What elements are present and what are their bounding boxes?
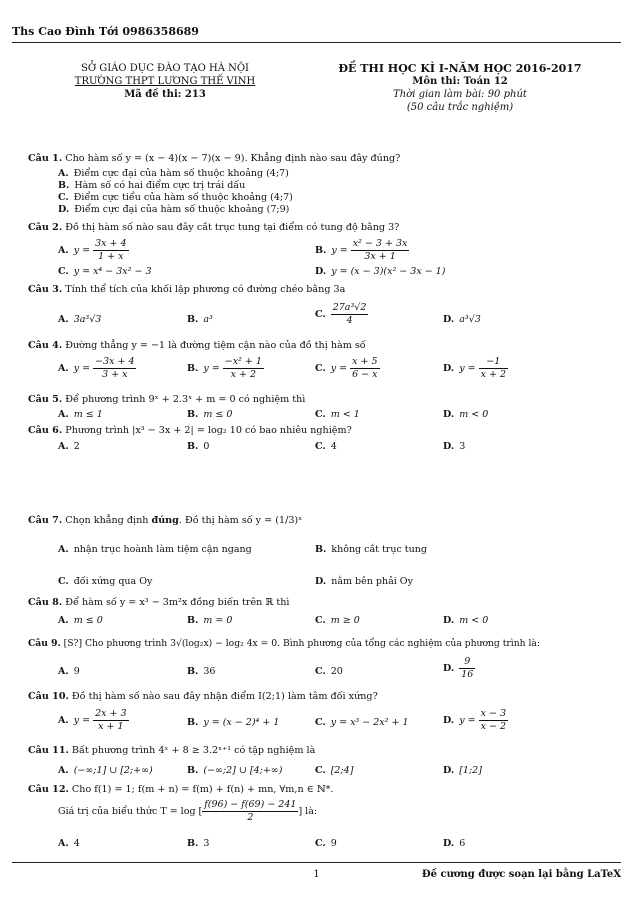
q5-option-d: D. m < 0 bbox=[443, 409, 489, 420]
q4-option-d: D. y = $\frac{-1}{x + 2}$ bbox=[443, 356, 507, 380]
q8-option-b: B. m = 0 bbox=[187, 615, 233, 626]
q2-option-c: C. y = x⁴ − 3x² − 3 bbox=[58, 266, 152, 277]
school-name: TRƯỜNG THPT LƯƠNG THẾ VINH bbox=[74, 76, 256, 87]
question-7: Câu 7. Chọn khẳng định đúng. Đồ thị hàm số y = (1/3)ˣ bbox=[28, 515, 303, 526]
q11-option-d: D. [1;2] bbox=[443, 765, 482, 776]
q5-option-c: C. m < 1 bbox=[315, 409, 360, 420]
q3-option-d: D. a³√3 bbox=[443, 314, 481, 325]
q10-option-c: C. y = x³ − 2x² + 1 bbox=[315, 717, 409, 728]
q12-option-b: B. 3 bbox=[187, 838, 210, 849]
q4-option-a: A. y = $\frac{-3x + 4}{3 + x}$ bbox=[58, 356, 135, 380]
q4-option-b: B. y = $\frac{\text{−x² + 1}}{x + 2}$ bbox=[187, 356, 262, 380]
q2-option-d: D. y = (x − 3)(x² − 3x − 1) bbox=[315, 266, 446, 277]
question-8: Câu 8. Để hàm số y = x³ − 3m²x đồng biến trên ℝ thì bbox=[28, 597, 290, 608]
page-number: 1 bbox=[313, 869, 320, 880]
q1-option-a: A. Điểm cực đại của hàm số thuộc khoảng (4;7) bbox=[58, 168, 289, 179]
q12-option-d: D. 6 bbox=[443, 838, 466, 849]
q10-option-d: D. y = $\frac{x - 3}{x - 2}$ bbox=[443, 708, 507, 732]
q1-option-d: D. Điểm cực đại của hàm số thuộc khoảng (7;9) bbox=[58, 204, 290, 215]
q11-option-b: B. (−∞;2] ∪ [4;+∞) bbox=[187, 765, 283, 776]
q12-option-a: A. 4 bbox=[58, 838, 80, 849]
q11-option-c: C. [2;4] bbox=[315, 765, 354, 776]
q1-option-c: C. Điểm cực tiểu của hàm số thuộc khoảng (4;7) bbox=[58, 192, 293, 203]
exam-code: Mã đề thi: 213 bbox=[124, 89, 206, 100]
q6-option-a: A. 2 bbox=[58, 441, 80, 452]
q7-option-d: D. nằm bên phải Oy bbox=[315, 576, 413, 587]
q3-option-c: C. $\frac{\text{27a³√2}}{4}$ bbox=[315, 302, 367, 326]
question-12: Câu 12. Cho f(1) = 1; f(m + n) = f(m) + f(n) + mn, ∀m,n ∈ ℕ*. bbox=[28, 784, 334, 795]
q2-option-a: A. y = $\frac{3x + 4}{1 + x}$ bbox=[58, 238, 127, 262]
q11-option-a: A. (−∞;1] ∪ [2;+∞) bbox=[58, 765, 153, 776]
q8-option-a: A. m ≤ 0 bbox=[58, 615, 103, 626]
question-3: Câu 3. Tính thể tích của khối lập phương có đường chéo bằng 3a bbox=[28, 284, 346, 295]
question-4: Câu 4. Đường thẳng y = −1 là đường tiệm cận nào của đồ thị hàm số bbox=[28, 340, 366, 351]
exam-subject: Môn thi: Toán 12 bbox=[412, 76, 508, 87]
exam-title: ĐỀ THI HỌC KÌ I-NĂM HỌC 2016-2017 bbox=[338, 62, 582, 75]
question-10: Câu 10. Đồ thị hàm số nào sau đây nhận điểm I(2;1) làm tâm đối xứng? bbox=[28, 691, 378, 702]
q12-option-c: C. 9 bbox=[315, 838, 337, 849]
q7-option-a: A. nhận trục hoành làm tiệm cận ngang bbox=[58, 544, 252, 555]
department: SỞ GIÁO DỤC ĐÀO TẠO HÀ NỘI bbox=[81, 63, 249, 74]
q9-option-c: C. 20 bbox=[315, 666, 343, 677]
exam-time: Thời gian làm bài: 90 phút bbox=[393, 89, 527, 100]
q3-option-a: A. 3a³√3 bbox=[58, 314, 102, 325]
q5-option-a: A. m ≤ 1 bbox=[58, 409, 103, 420]
q6-option-d: D. 3 bbox=[443, 441, 466, 452]
question-1: Câu 1. Cho hàm số y = (x − 4)(x − 7)(x − 9). Khẳng định nào sau đây đúng? bbox=[28, 153, 401, 164]
q9-option-d: D. $\frac{9}{16}$ bbox=[443, 656, 474, 680]
q7-option-c: C. đối xứng qua Oy bbox=[58, 576, 153, 587]
question-count: (50 câu trắc nghiệm) bbox=[406, 102, 514, 113]
question-9: Câu 9. [S?] Cho phương trình 3√(log₂x) − log₂ 4x = 0. Bình phương của tổng các nghiệm của phương trình là: bbox=[28, 638, 540, 649]
question-2: Câu 2. Đồ thị hàm số nào sau đây cắt trục tung tại điểm có tung độ bằng 3? bbox=[28, 222, 400, 233]
q9-option-a: A. 9 bbox=[58, 666, 80, 677]
page-footer bbox=[12, 862, 621, 883]
footer-note: Đề cương được soạn lại bằng LaTeX bbox=[421, 869, 621, 880]
exam-header bbox=[330, 62, 590, 114]
author-bar: Ths Cao Đình Tới 0986358689 bbox=[12, 22, 621, 43]
q10-option-b: B. y = (x − 2)⁴ + 1 bbox=[187, 717, 280, 728]
question-11: Câu 11. Bất phương trình 4ˣ + 8 ≥ 3.2ˣ⁺¹ có tập nghiệm là bbox=[28, 745, 316, 756]
q5-option-b: B. m ≤ 0 bbox=[187, 409, 233, 420]
q4-option-c: C. y = $\frac{x + 5}{6 - x}$ bbox=[315, 356, 378, 380]
q12-expression: Giá trị của biểu thức T = log [ $\frac{f(96) - f(69) - 241}{2}$ ] là: bbox=[58, 799, 318, 823]
q2-option-b: B. y = $\frac{\text{x² − 3 + 3x}}{3x + 1}$ bbox=[315, 238, 408, 262]
q6-option-b: B. 0 bbox=[187, 441, 210, 452]
q6-option-c: C. 4 bbox=[315, 441, 337, 452]
question-6: Câu 6. Phương trình |x³ − 3x + 2| = log₂ 10 có bao nhiêu nghiệm? bbox=[28, 425, 352, 436]
q7-option-b: B. không cắt trục tung bbox=[315, 544, 427, 555]
q10-option-a: A. y = $\frac{2x + 3}{x + 1}$ bbox=[58, 708, 127, 732]
q1-option-b: B. Hàm số có hai điểm cực trị trái dấu bbox=[58, 180, 246, 191]
question-5: Câu 5. Để phương trình 9ˣ + 2.3ˣ + m = 0 có nghiệm thì bbox=[28, 394, 306, 405]
q8-option-c: C. m ≥ 0 bbox=[315, 615, 360, 626]
q3-option-b: B. a³ bbox=[187, 314, 213, 325]
q8-option-d: D. m < 0 bbox=[443, 615, 489, 626]
q9-option-b: B. 36 bbox=[187, 666, 216, 677]
school-header bbox=[40, 62, 290, 101]
